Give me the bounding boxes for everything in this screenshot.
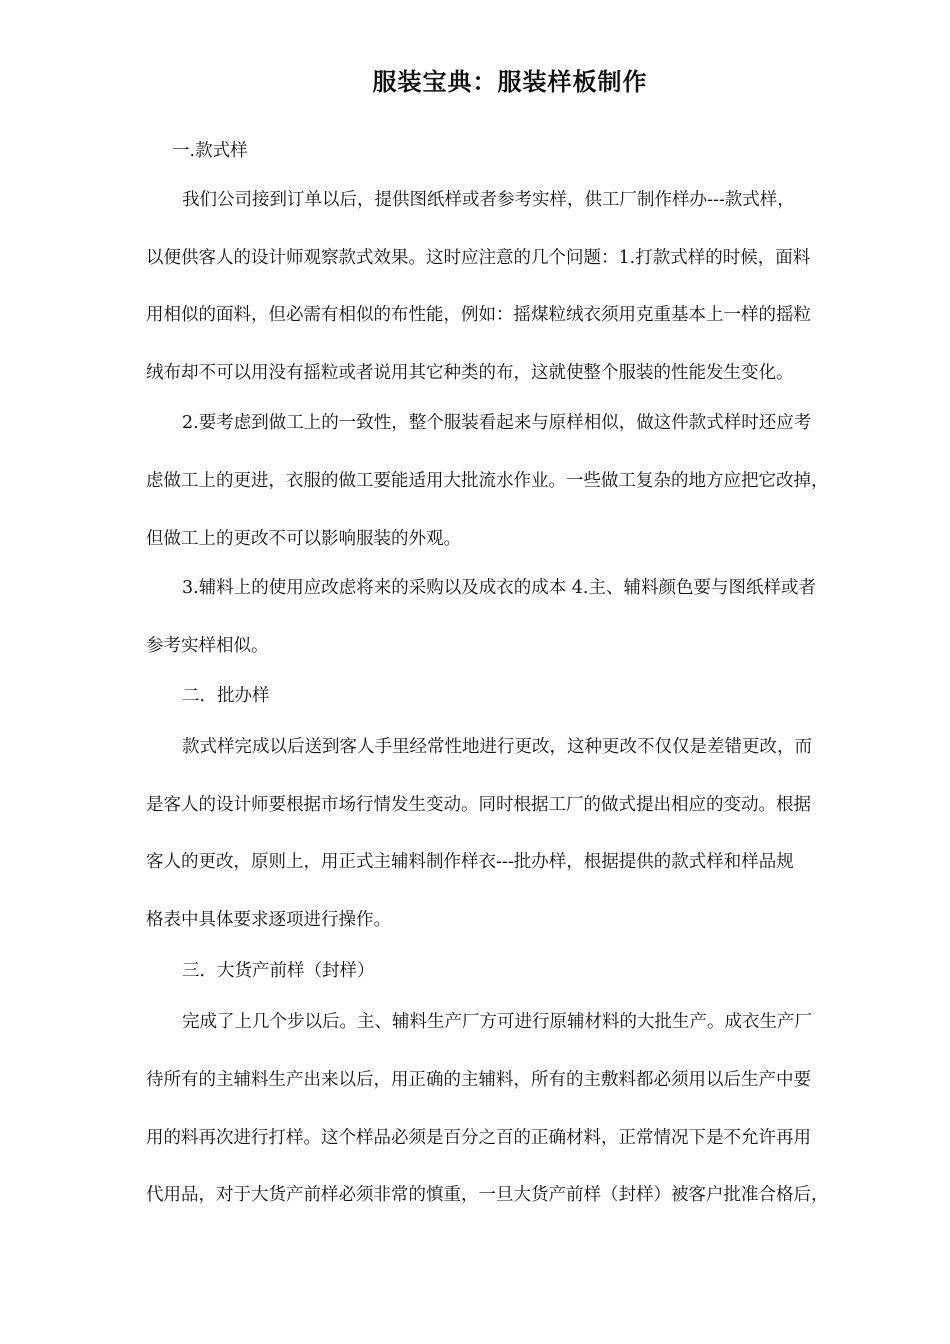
- paragraph-line: 完成了上几个步以后。主、辅料生产厂方可进行原辅材料的大批生产。成衣生产厂: [182, 1012, 812, 1032]
- section-heading-1: 一.款式样: [172, 141, 248, 161]
- paragraph-line: 我们公司接到订单以后，提供图纸样或者参考实样，供工厂制作样办---款式样，: [182, 190, 795, 210]
- paragraph-line: 参考实样相似。: [146, 636, 269, 656]
- paragraph-line: 格表中具体要求逐项进行操作。: [146, 910, 391, 930]
- paragraph-line: 虑做工上的更进，衣服的做工要能适用大批流水作业。一些做工复杂的地方应把它改掉，: [146, 471, 829, 491]
- paragraph-line: 用相似的面料，但必需有相似的布性能，例如：摇煤粒绒衣须用克重基本上一样的摇粒: [146, 305, 811, 325]
- paragraph-line: 用的料再次进行打样。这个样品必须是百分之百的正确材料，正常情况下是不允许再用: [146, 1128, 811, 1148]
- paragraph-line: 2.要考虑到做工上的一致性，整个服装看起来与原样相似，做这件款式样时还应考: [182, 413, 812, 433]
- paragraph-line: 是客人的设计师要根据市场行情发生变动。同时根据工厂的做式提出相应的变动。根据: [146, 795, 811, 815]
- paragraph-line: 绒布却不可以用没有摇粒或者说用其它种类的布，这就使整个服装的性能发生变化。: [146, 363, 794, 383]
- section-heading-2: 二．批办样: [182, 686, 270, 706]
- paragraph-line: 款式样完成以后送到客人手里经常性地进行更改，这种更改不仅仅是差错更改，而: [182, 737, 812, 757]
- paragraph-line: 3.辅料上的使用应改虑将来的采购以及成衣的成本 4.主、辅料颜色要与图纸样或者: [182, 578, 816, 598]
- paragraph-line: 但做工上的更改不可以影响服装的外观。: [146, 529, 461, 549]
- paragraph-line: 代用品，对于大货产前样必须非常的慎重，一旦大货产前样（封样）被客户批准合格后，: [146, 1185, 829, 1205]
- paragraph-line: 客人的更改，原则上，用正式主辅料制作样衣---批办样，根据提供的款式样和样品规: [146, 852, 794, 872]
- page-title: 服装宝典：服装样板制作: [372, 67, 648, 96]
- paragraph-line: 待所有的主辅料生产出来以后，用正确的主辅料，所有的主敷料都必须用以后生产中要: [146, 1070, 811, 1090]
- paragraph-line: 以便供客人的设计师观察款式效果。这时应注意的几个问题：1.打款式样的时候，面料: [146, 248, 811, 268]
- section-heading-3: 三．大货产前样（封样）: [182, 961, 375, 981]
